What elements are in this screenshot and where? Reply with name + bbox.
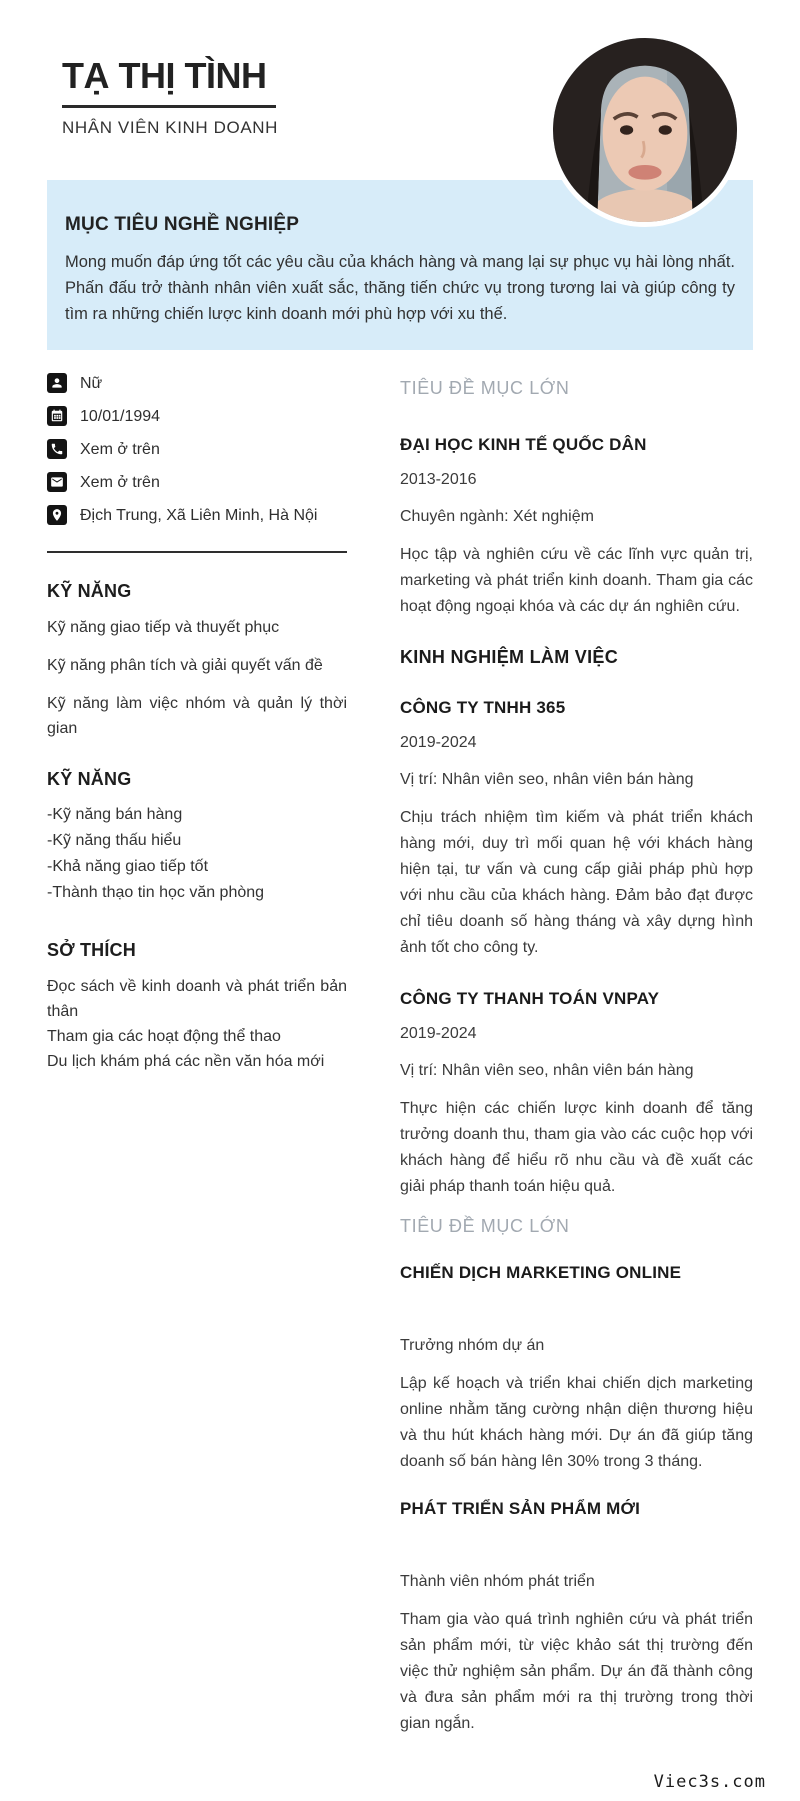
location-icon: [47, 505, 67, 525]
skill-item: Kỹ năng giao tiếp và thuyết phục: [47, 619, 280, 636]
job-company: CÔNG TY TNHH 365: [400, 698, 566, 717]
job-position: Vị trí: Nhân viên seo, nhân viên bán hàng: [400, 771, 694, 788]
skill-item: Kỹ năng phân tích và giải quyết vấn đề: [47, 657, 323, 674]
contact-address: Địch Trung, Xã Liên Minh, Hà Nội: [80, 507, 318, 524]
contact-row-birthdate: [47, 405, 347, 429]
candidate-job-title: NHÂN VIÊN KINH DOANH: [62, 118, 279, 137]
project-title: CHIẾN DỊCH MARKETING ONLINE: [400, 1263, 682, 1282]
skills2-list: [47, 802, 347, 906]
hobby-item: Du lịch khám phá các nền văn hóa mới: [47, 1053, 325, 1070]
hobbies-list: [47, 974, 347, 1074]
projects-section-label: TIÊU ĐỀ MỤC LỚN: [400, 1216, 570, 1236]
project-title: PHÁT TRIỂN SẢN PHẨM MỚI: [400, 1499, 641, 1518]
contact-birthdate: 10/01/1994: [80, 408, 161, 425]
job-years: 2019-2024: [400, 734, 477, 751]
skills1-heading: KỸ NĂNG: [47, 581, 132, 601]
contact-email: Xem ở trên: [80, 474, 160, 491]
envelope-icon: [47, 472, 67, 492]
job-years: 2019-2024: [400, 1025, 477, 1042]
project-entry: [400, 1263, 753, 1475]
contact-row-phone: [47, 438, 347, 462]
project-entry: [400, 1499, 753, 1737]
watermark: Viec3s.com: [653, 1772, 766, 1792]
blank-gap: [400, 1519, 753, 1557]
right-column: [400, 345, 753, 1753]
hobbies-heading: SỞ THÍCH: [47, 940, 136, 960]
job-entry: [400, 698, 753, 961]
project-description: Lập kế hoạch và triển khai chiến dịch marketing online nhằm tăng cường nhận diện thương hiệu và thu hút khách hàng mới. Dự án đã giúp tăng doanh số bán hàng lên 30% trong 3 tháng.: [400, 1375, 753, 1470]
avatar: [548, 33, 742, 227]
contact-gender: Nữ: [80, 375, 103, 392]
skill-item: -Kỹ năng bán hàng: [47, 806, 183, 823]
experience-heading: KINH NGHIỆM LÀM VIỆC: [400, 647, 619, 667]
blank-gap: [400, 1283, 753, 1321]
avatar-illustration: [553, 38, 737, 222]
job-description: Chịu trách nhiệm tìm kiếm và phát triển khách hàng mới, duy trì mối quan hệ với khách hàng hiện tại, tư vấn và cung cấp giải pháp phù hợp với nhu cầu của khách hàng. Đảm bảo đạt được chỉ tiêu doanh số hàng tháng và xây dựng hình ảnh tốt cho công ty.: [400, 809, 753, 956]
skill-item: -Kỹ năng thấu hiểu: [47, 832, 182, 849]
education-description: Học tập và nghiên cứu về các lĩnh vực quản trị, marketing và phát triển kinh doanh. Tham gia các hoạt động ngoại khóa và các dự án nghiên cứu.: [400, 546, 753, 615]
sidebar-divider: [47, 551, 347, 553]
job-entry: [400, 989, 753, 1200]
calendar-icon: [47, 406, 67, 426]
skill-item: Kỹ năng làm việc nhóm và quản lý thời gian: [47, 695, 347, 737]
project-role: Trưởng nhóm dự án: [400, 1337, 545, 1354]
content-columns: [47, 345, 753, 1753]
phone-icon: [47, 439, 67, 459]
project-role: Thành viên nhóm phát triển: [400, 1573, 595, 1590]
contact-row-gender: [47, 372, 347, 396]
objective-body: Mong muốn đáp ứng tốt các yêu cầu của khách hàng và mang lại sự phục vụ hài lòng nhất. Phấn đấu trở thành nhân viên xuất sắc, thăng tiến chức vụ trong tương lai và giúp công ty tìm ra những chiến lược kinh doanh mới phù hợp với xu thế.: [65, 253, 735, 323]
education-section-label: TIÊU ĐỀ MỤC LỚN: [400, 378, 570, 398]
skills2-heading: KỸ NĂNG: [47, 769, 132, 789]
education-major: Chuyên ngành: Xét nghiệm: [400, 508, 594, 525]
job-description: Thực hiện các chiến lược kinh doanh để tăng trưởng doanh thu, tham gia vào các cuộc họp với khách hàng để hiểu rõ nhu cầu và đề xuất các giải pháp thanh toán hiệu quả.: [400, 1100, 753, 1195]
person-icon: [47, 373, 67, 393]
education-entry: [400, 435, 753, 620]
hobby-item: Đọc sách về kinh doanh và phát triển bản thân: [47, 978, 347, 1020]
project-description: Tham gia vào quá trình nghiên cứu và phát triển sản phẩm mới, từ việc khảo sát thị trường đến việc thử nghiệm sản phẩm. Dự án đã thành công và đưa sản phẩm mới ra thị trường trong thời gian ngắn.: [400, 1611, 753, 1732]
contact-phone: Xem ở trên: [80, 441, 160, 458]
skill-item: -Khả năng giao tiếp tốt: [47, 858, 209, 875]
job-company: CÔNG TY THANH TOÁN VNPAY: [400, 989, 660, 1008]
education-years: 2013-2016: [400, 471, 477, 488]
contact-list: [47, 372, 347, 528]
candidate-name: TẠ THỊ TÌNH: [62, 56, 276, 108]
education-school: ĐẠI HỌC KINH TẾ QUỐC DÂN: [400, 435, 647, 454]
contact-row-address: [47, 504, 347, 528]
hobby-item: Tham gia các hoạt động thể thao: [47, 1028, 281, 1045]
objective-heading: MỤC TIÊU NGHỀ NGHIỆP: [65, 214, 300, 235]
contact-row-email: [47, 471, 347, 495]
left-column: [47, 345, 347, 1753]
skill-item: -Thành thạo tin học văn phòng: [47, 884, 265, 901]
job-position: Vị trí: Nhân viên seo, nhân viên bán hàng: [400, 1062, 694, 1079]
